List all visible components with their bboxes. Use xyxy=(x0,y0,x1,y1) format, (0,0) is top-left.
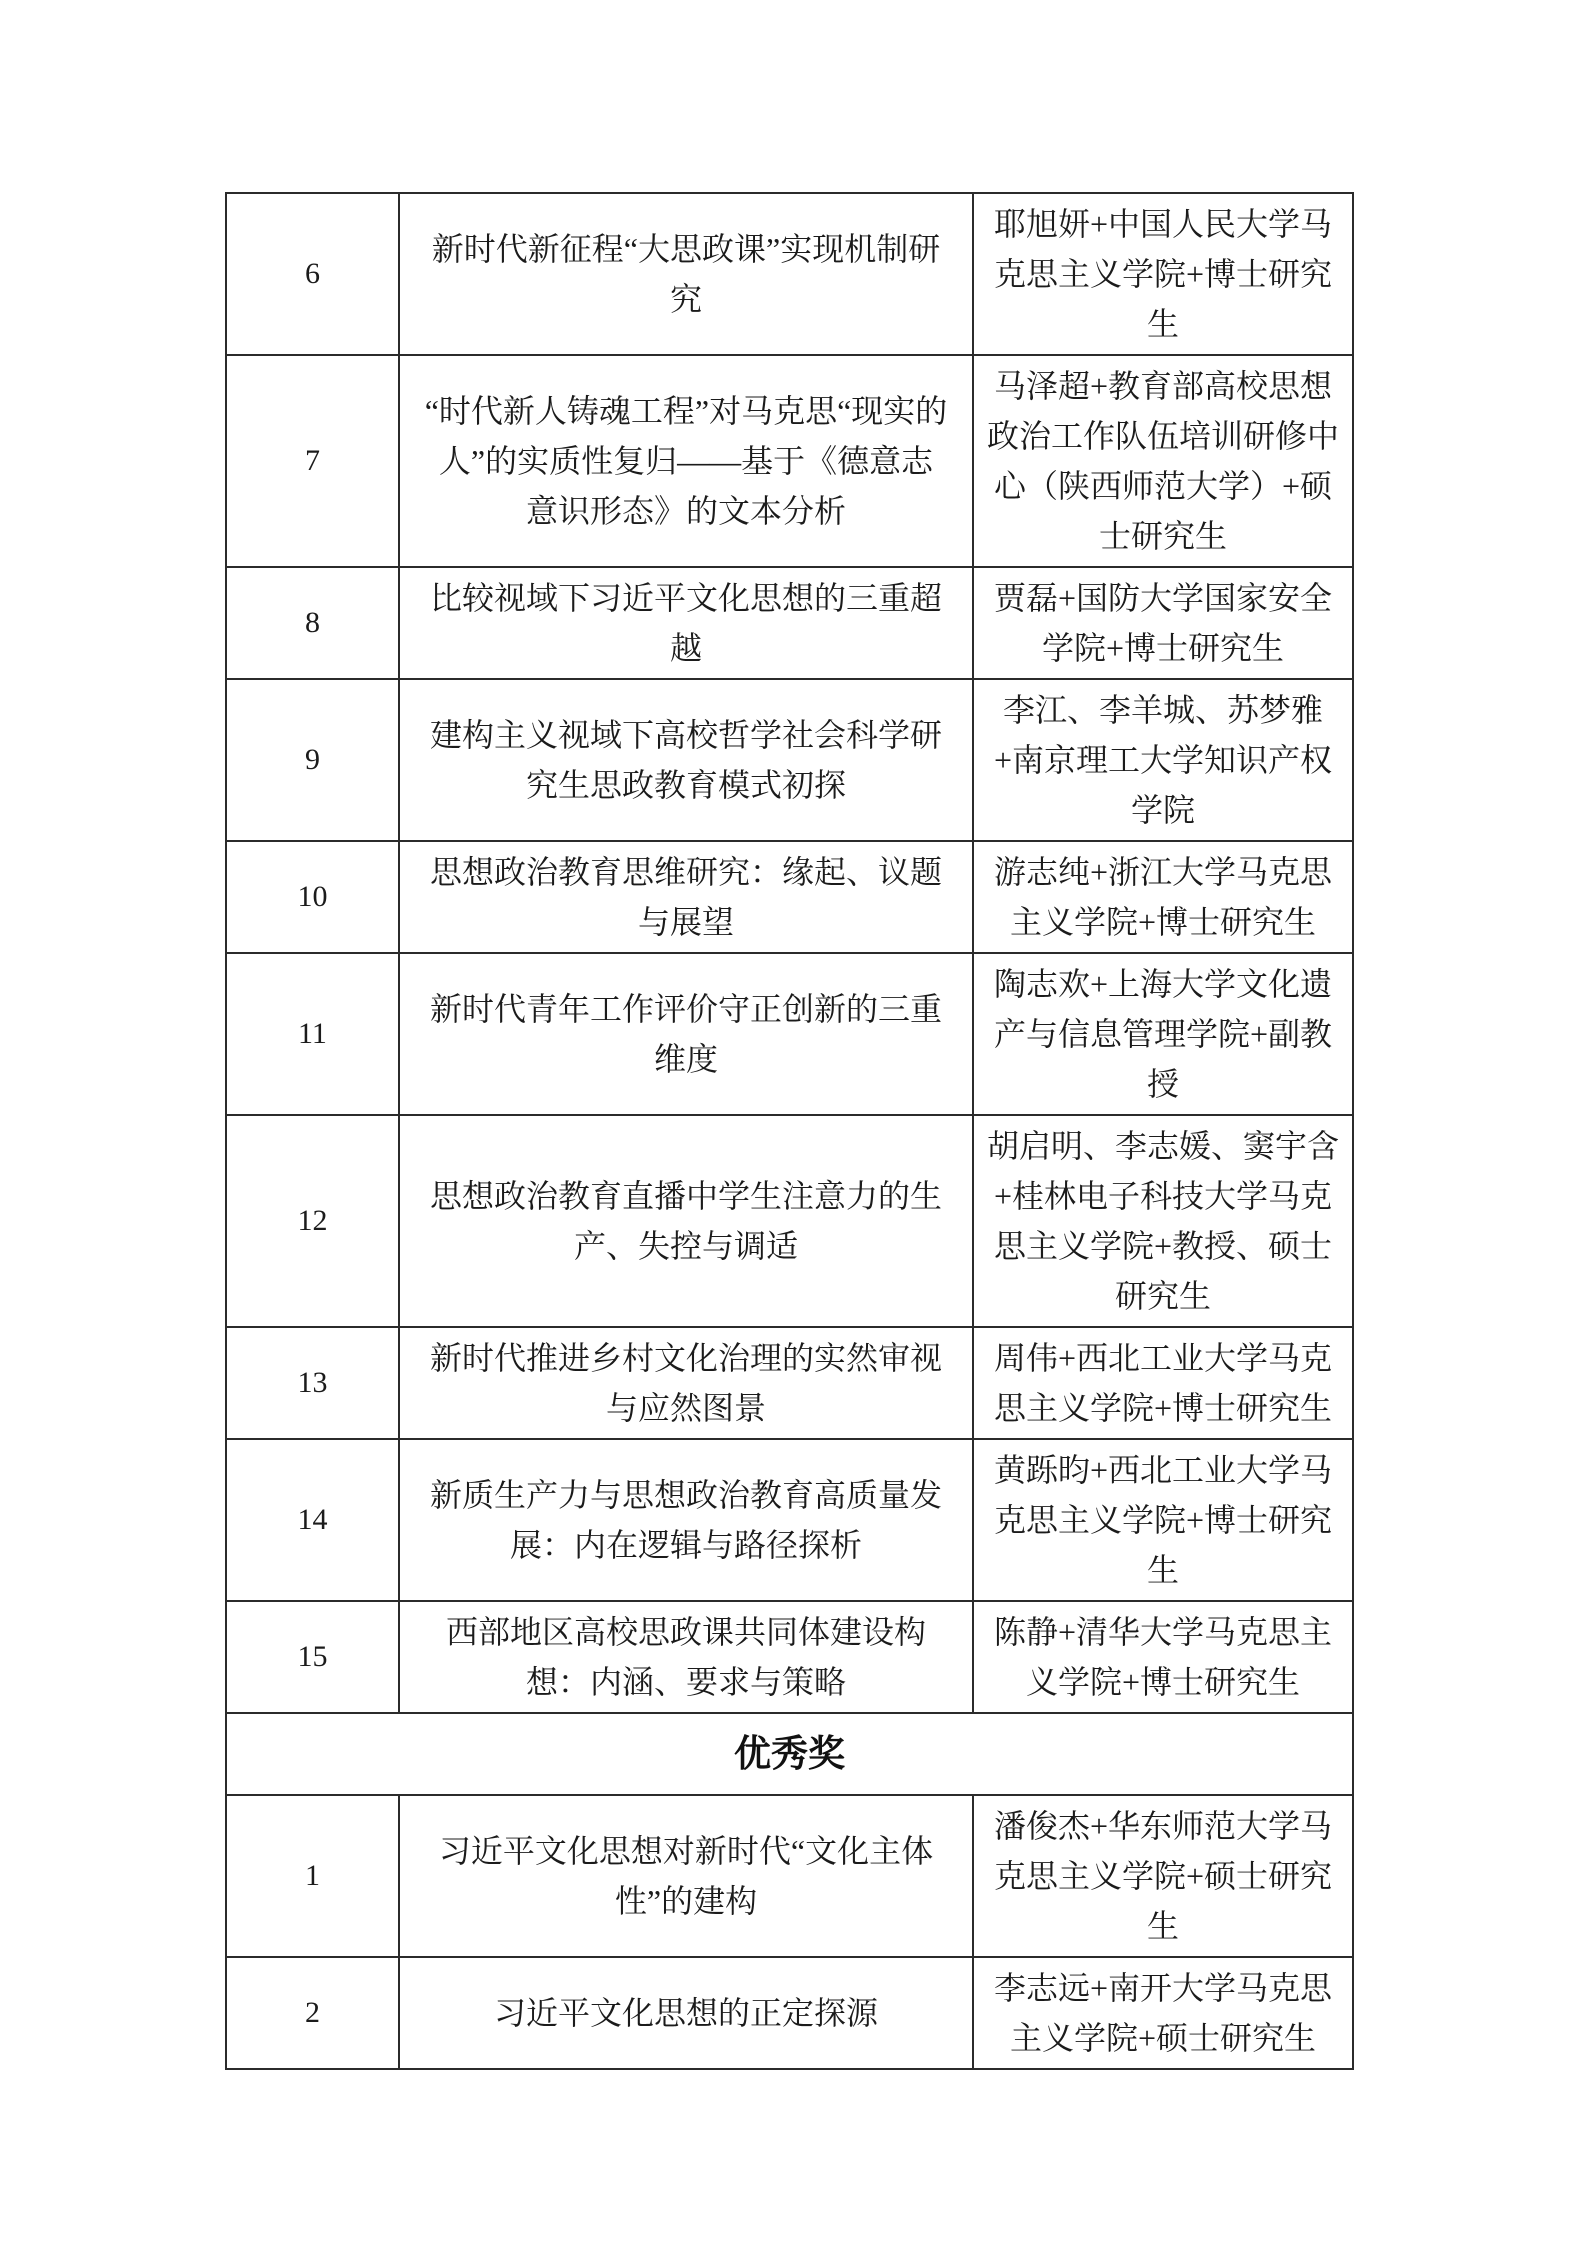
award-number: 8 xyxy=(226,567,399,679)
author-affiliation: 游志纯+浙江大学马克思主义学院+博士研究生 xyxy=(973,841,1353,953)
table-row xyxy=(226,1327,1353,1439)
award-number: 7 xyxy=(226,355,399,567)
award-number: 11 xyxy=(226,953,399,1115)
awards-table xyxy=(225,192,1354,2070)
paper-title: 新时代推进乡村文化治理的实然审视与应然图景 xyxy=(399,1327,973,1439)
table-row xyxy=(226,841,1353,953)
author-affiliation: 李志远+南开大学马克思主义学院+硕士研究生 xyxy=(973,1957,1353,2069)
table-body-section xyxy=(226,1713,1353,1795)
award-number: 14 xyxy=(226,1439,399,1601)
table-body-first-prize-continued xyxy=(226,193,1353,1713)
paper-title: “时代新人铸魂工程”对马克思“现实的人”的实质性复归——基于《德意志意识形态》的文本分析 xyxy=(399,355,973,567)
award-number: 12 xyxy=(226,1115,399,1327)
award-number: 10 xyxy=(226,841,399,953)
section-header-row xyxy=(226,1713,1353,1795)
paper-title: 习近平文化思想对新时代“文化主体性”的建构 xyxy=(399,1795,973,1957)
author-affiliation: 周伟+西北工业大学马克思主义学院+博士研究生 xyxy=(973,1327,1353,1439)
paper-title: 西部地区高校思政课共同体建设构想：内涵、要求与策略 xyxy=(399,1601,973,1713)
table-row xyxy=(226,567,1353,679)
table-row xyxy=(226,953,1353,1115)
paper-title: 习近平文化思想的正定探源 xyxy=(399,1957,973,2069)
table-row xyxy=(226,1601,1353,1713)
table-row xyxy=(226,1115,1353,1327)
table-row xyxy=(226,679,1353,841)
paper-title: 建构主义视域下高校哲学社会科学研究生思政教育模式初探 xyxy=(399,679,973,841)
author-affiliation: 李江、李羊城、苏梦雅+南京理工大学知识产权学院 xyxy=(973,679,1353,841)
award-number: 2 xyxy=(226,1957,399,2069)
paper-title: 思想政治教育思维研究：缘起、议题与展望 xyxy=(399,841,973,953)
author-affiliation: 耶旭妍+中国人民大学马克思主义学院+博士研究生 xyxy=(973,193,1353,355)
author-affiliation: 贾磊+国防大学国家安全学院+博士研究生 xyxy=(973,567,1353,679)
table-row xyxy=(226,355,1353,567)
paper-title: 新时代青年工作评价守正创新的三重维度 xyxy=(399,953,973,1115)
award-number: 9 xyxy=(226,679,399,841)
table-row xyxy=(226,1439,1353,1601)
table-body-excellence-award xyxy=(226,1795,1353,2069)
award-number: 1 xyxy=(226,1795,399,1957)
award-number: 13 xyxy=(226,1327,399,1439)
paper-title: 新质生产力与思想政治教育高质量发展：内在逻辑与路径探析 xyxy=(399,1439,973,1601)
author-affiliation: 黄跞昀+西北工业大学马克思主义学院+博士研究生 xyxy=(973,1439,1353,1601)
paper-title: 比较视域下习近平文化思想的三重超越 xyxy=(399,567,973,679)
award-number: 15 xyxy=(226,1601,399,1713)
author-affiliation: 胡启明、李志媛、窦宇含+桂林电子科技大学马克思主义学院+教授、硕士研究生 xyxy=(973,1115,1353,1327)
table-row xyxy=(226,193,1353,355)
table-row xyxy=(226,1957,1353,2069)
paper-title: 新时代新征程“大思政课”实现机制研究 xyxy=(399,193,973,355)
table-row xyxy=(226,1795,1353,1957)
paper-title: 思想政治教育直播中学生注意力的生产、失控与调适 xyxy=(399,1115,973,1327)
author-affiliation: 马泽超+教育部高校思想政治工作队伍培训研修中心（陕西师范大学）+硕士研究生 xyxy=(973,355,1353,567)
author-affiliation: 潘俊杰+华东师范大学马克思主义学院+硕士研究生 xyxy=(973,1795,1353,1957)
section-header: 优秀奖 xyxy=(226,1713,1353,1795)
author-affiliation: 陶志欢+上海大学文化遗产与信息管理学院+副教授 xyxy=(973,953,1353,1115)
author-affiliation: 陈静+清华大学马克思主义学院+博士研究生 xyxy=(973,1601,1353,1713)
award-number: 6 xyxy=(226,193,399,355)
